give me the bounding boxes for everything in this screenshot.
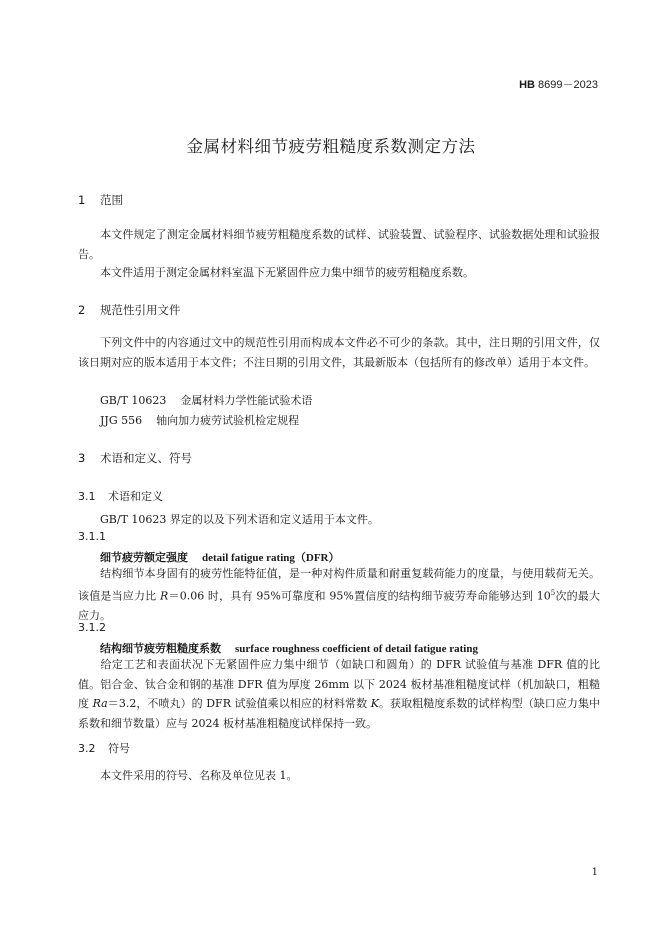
definition-text: ＝0.06 时，具有 95%可靠度和 95%置信度的结构细节疲劳寿命能够达到 10 <box>168 589 551 603</box>
section-1-paragraph-1 <box>78 225 600 264</box>
term-3-1-2 <box>100 640 478 656</box>
standard-prefix: HB <box>519 79 535 91</box>
reference-name: 金属材料力学性能试验术语 <box>180 394 313 407</box>
term-number: 3.1.1 <box>78 530 106 543</box>
definition-text: 次的最大应力。 <box>78 589 601 622</box>
material-constant-symbol: K <box>370 697 379 710</box>
term-english: surface roughness coefficient of detail fatigue rating <box>235 643 478 655</box>
standard-number <box>519 76 598 92</box>
paragraph-text: 下列文件中的内容通过文中的规范性引用而构成本文件必不可少的条款。其中，注日期的引用文件，仅该日期对应的版本适用于本文件；不注日期的引用文件，其最新版本（包括所有的修改单）适用于本文件。 <box>78 336 600 369</box>
term-chinese: 结构细节疲劳粗糙度系数 <box>100 642 221 655</box>
section-1-paragraph-2 <box>78 263 600 283</box>
definition-text: 给定工艺和表面状况下无紧固件应力集中细节（如缺口和圆角）的 DFR 试验值与基准 DFR 值的比值。铝合金、钛合金和钢的基准 DFR 值为厚度 26mm 以下 2024 板材基准粗糙度试样（机加缺口，粗糙度 <box>78 658 600 710</box>
definition-text: ＝3.2，不喷丸）的 DFR 试验值乘以相应的材料常数 <box>107 697 368 710</box>
section-1-heading <box>78 192 123 208</box>
terms-intro: GB/T 10623 界定的以及下列术语和定义适用于本文件。 <box>100 513 379 526</box>
section-number: 1 <box>78 193 86 207</box>
reference-code: GB/T 10623 <box>100 394 167 407</box>
reference-name: 轴向加力疲劳试验机检定规程 <box>156 414 300 427</box>
page-number: 1 <box>591 867 598 878</box>
subsection-number: 3.2 <box>78 742 96 755</box>
reference-code: JJG 556 <box>100 414 143 427</box>
term-3-1-2-definition <box>78 655 600 733</box>
section-title: 范围 <box>100 193 123 207</box>
standard-code: 8699－2023 <box>538 79 598 91</box>
section-number: 3 <box>78 451 86 465</box>
term-3-1-1 <box>100 549 339 565</box>
stress-ratio-symbol: R <box>160 589 169 603</box>
section-number: 2 <box>78 303 86 317</box>
subsection-3-1-heading <box>78 488 163 504</box>
subsection-title: 术语和定义 <box>108 490 163 503</box>
symbols-text: 本文件采用的符号、名称及单位见表 1。 <box>100 769 298 782</box>
definition-text: 结构细节本身固有的疲劳性能特征值，是一种对构件质量和耐重复载荷能力的度量，与使用载荷无关。该值是当应力比 <box>78 567 600 603</box>
paragraph-text: 本文件适用于测定金属材料室温下无紧固件应力集中细节的疲劳粗糙度系数。 <box>100 266 474 279</box>
section-3-heading <box>78 450 192 466</box>
term-number: 3.1.2 <box>78 621 106 634</box>
roughness-symbol: Ra <box>92 697 108 710</box>
document-title: 金属材料细节疲劳粗糙度系数测定方法 <box>186 137 476 156</box>
subsection-3-2-heading <box>78 740 130 756</box>
section-2-paragraph <box>78 333 600 372</box>
term-3-1-1-definition <box>78 564 600 625</box>
term-chinese: 细节疲劳额定强度 <box>100 551 188 564</box>
normative-reference <box>100 392 312 408</box>
paragraph-text: 本文件规定了测定金属材料细节疲劳粗糙度系数的试样、试验装置、试验程序、试验数据处理和试验报告。 <box>78 228 600 261</box>
term-english: detail fatigue rating（DFR） <box>202 552 340 564</box>
exponent: 5 <box>550 588 556 597</box>
subsection-number: 3.1 <box>78 490 96 503</box>
normative-reference <box>100 412 299 428</box>
section-title: 规范性引用文件 <box>100 303 181 317</box>
definition-text: 。获取粗糙度系数的试样构型（缺口应力集中系数和细节数量）应与 2024 板材基准粗糙度试样保持一致。 <box>78 697 601 730</box>
subsection-title: 符号 <box>108 742 130 755</box>
section-2-heading <box>78 302 181 318</box>
section-title: 术语和定义、符号 <box>100 451 192 465</box>
